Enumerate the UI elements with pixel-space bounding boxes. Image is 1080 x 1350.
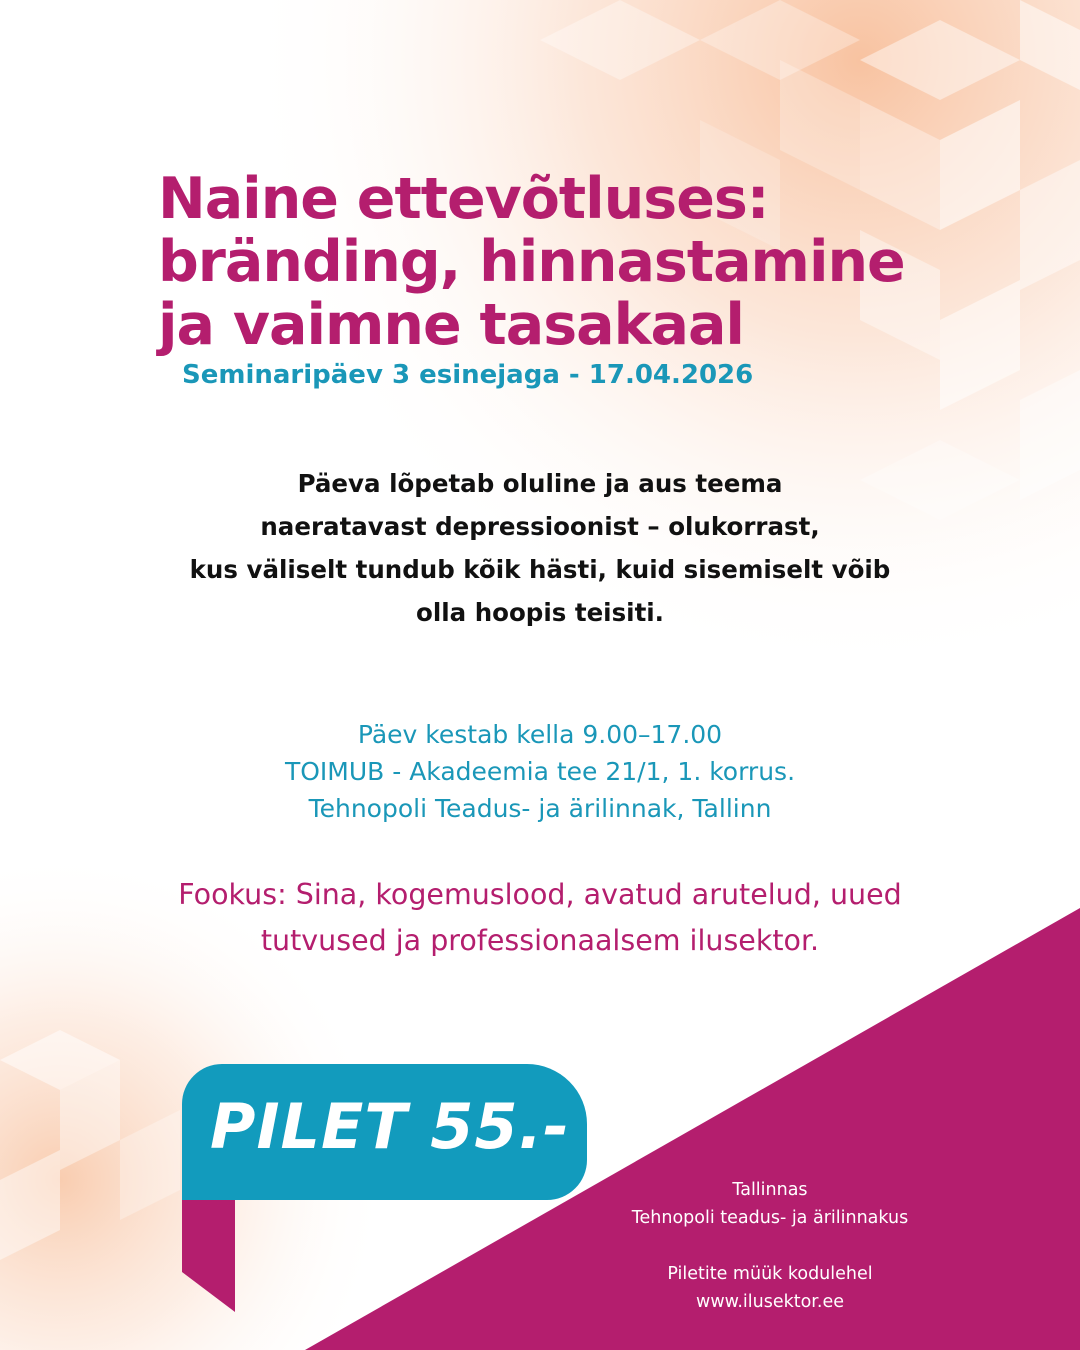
title-line-2: bränding, hinnastamine <box>158 229 905 295</box>
info-venue: Tehnopoli Teadus- ja ärilinnak, Tallinn <box>308 794 772 823</box>
event-info <box>90 716 990 827</box>
description-line-4: olla hoopis teisiti. <box>416 598 664 627</box>
focus-line-1: Fookus: Sina, kogemuslood, avatud arutelud, uued <box>178 878 902 911</box>
event-subtitle: Seminaripäev 3 esinejaga - 17.04.2026 <box>182 360 754 390</box>
ribbon-fold-icon <box>182 1182 236 1312</box>
footer-spacer <box>580 1232 960 1260</box>
website-link[interactable]: www.ilusektor.ee <box>696 1292 844 1312</box>
focus-line-2: tutvused ja professionaalsem ilusektor. <box>260 924 820 957</box>
event-title <box>158 168 1058 357</box>
ticket-box <box>182 1064 587 1200</box>
footer-location-line-1: Tallinnas <box>732 1180 808 1200</box>
event-focus <box>90 872 990 964</box>
info-address: TOIMUB - Akadeemia tee 21/1, 1. korrus. <box>284 757 796 786</box>
info-time: Päev kestab kella 9.00–17.00 <box>357 720 723 749</box>
title-line-3: ja vaimne tasakaal <box>158 292 744 358</box>
footer-location-line-2: Tehnopoli teadus- ja ärilinnakus <box>631 1208 909 1228</box>
ticket-price-badge <box>182 1064 587 1200</box>
description-line-1: Päeva lõpetab oluline ja aus teema <box>297 469 783 498</box>
footer-sales-line: Piletite müük kodulehel <box>667 1264 873 1284</box>
description-line-2: naeratavast depressioonist – olukorrast, <box>260 512 820 541</box>
title-line-1: Naine ettevõtluses: <box>158 166 769 232</box>
ticket-price-label: PILET 55.- <box>210 1090 570 1163</box>
event-description <box>90 462 990 634</box>
description-line-3: kus väliselt tundub kõik hästi, kuid sisemiselt võib <box>189 555 891 584</box>
footer-info <box>580 1176 960 1316</box>
